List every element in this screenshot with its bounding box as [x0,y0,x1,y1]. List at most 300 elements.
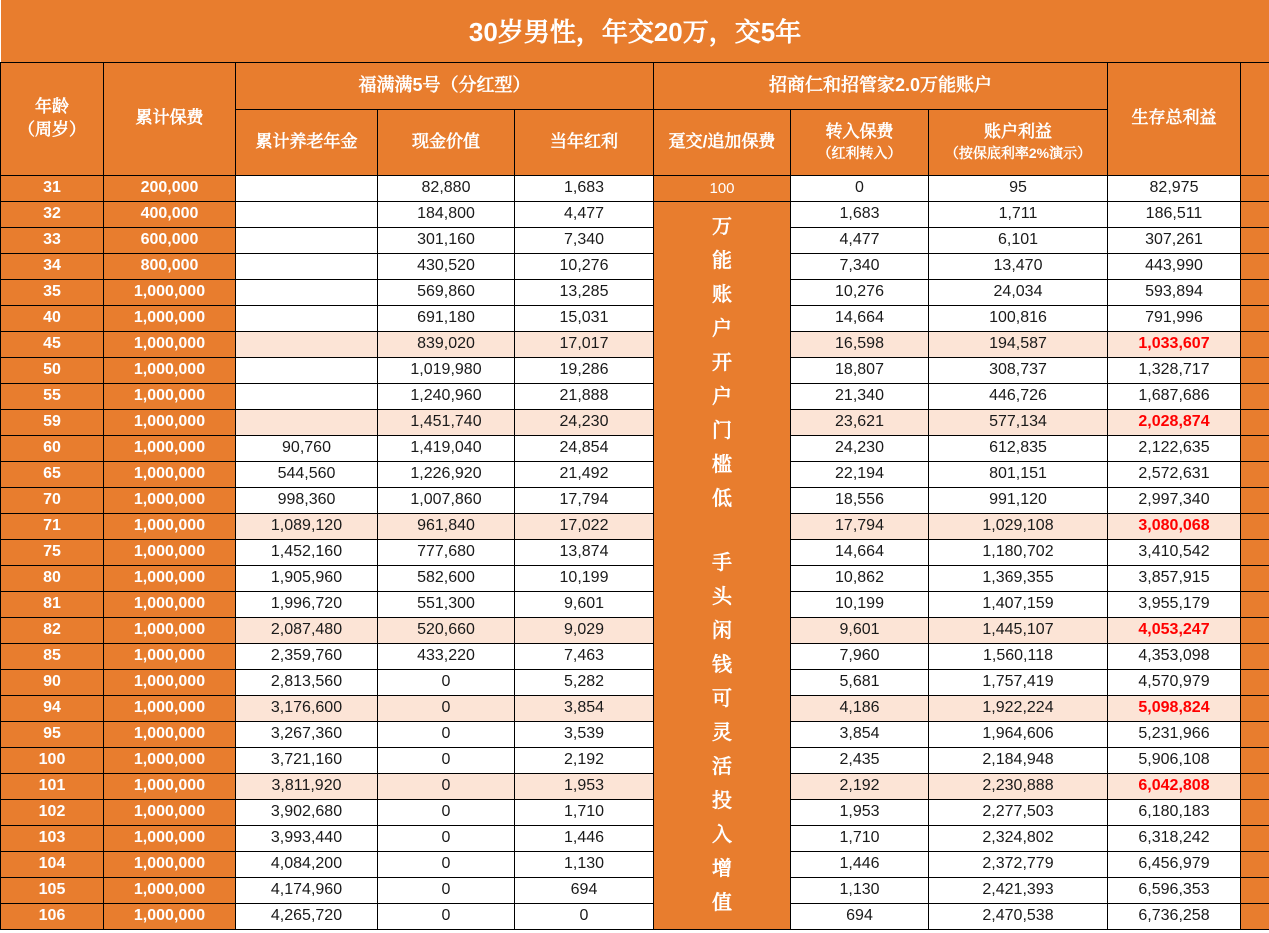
age-cell: 35 [1,279,104,305]
account-benefit-cell: 1,922,224 [929,695,1108,721]
account-benefit-cell: 1,407,159 [929,591,1108,617]
premium-cell: 1,000,000 [104,825,236,851]
total-benefit-cell: 5,098,824 [1108,695,1241,721]
premium-cell: 600,000 [104,227,236,253]
right-margin-cell [1241,539,1269,565]
premium-cell: 1,000,000 [104,799,236,825]
age-cell: 104 [1,851,104,877]
col-header-age [1,62,104,175]
cash-value-cell: 1,007,860 [378,487,515,513]
table-row [1,903,1269,929]
account-benefit-cell: 1,445,107 [929,617,1108,643]
total-benefit-cell: 1,033,607 [1108,331,1241,357]
dividend-cell: 24,854 [515,435,654,461]
account-benefit-cell: 1,180,702 [929,539,1108,565]
dividend-cell: 15,031 [515,305,654,331]
pension-cell: 3,267,360 [236,721,378,747]
dividend-cell: 7,340 [515,227,654,253]
single-premium-cell: 100 [654,175,791,201]
premium-cell: 1,000,000 [104,903,236,929]
transfer-cell: 21,340 [791,383,929,409]
cash-value-cell: 1,240,960 [378,383,515,409]
col-header-single-premium: 趸交/追加保费 [654,109,791,175]
account-label-line1: 账户利益 [984,122,1052,142]
account-benefit-cell: 1,964,606 [929,721,1108,747]
table-row [1,253,1269,279]
transfer-cell: 4,477 [791,227,929,253]
age-cell: 32 [1,201,104,227]
premium-cell: 1,000,000 [104,539,236,565]
transfer-cell: 23,621 [791,409,929,435]
age-cell: 59 [1,409,104,435]
dividend-cell: 4,477 [515,201,654,227]
pension-cell: 1,996,720 [236,591,378,617]
premium-cell: 1,000,000 [104,409,236,435]
group-header-universal-account: 招商仁和招管家2.0万能账户 [654,62,1108,109]
table-row [1,539,1269,565]
group-header-row [1,62,1269,109]
dividend-cell: 1,710 [515,799,654,825]
pension-cell [236,279,378,305]
transfer-label-line1: 转入保费 [825,122,894,142]
cash-value-cell: 1,419,040 [378,435,515,461]
total-benefit-cell: 307,261 [1108,227,1241,253]
title-row [1,0,1269,62]
cash-value-cell: 839,020 [378,331,515,357]
dividend-cell: 19,286 [515,357,654,383]
transfer-cell: 1,446 [791,851,929,877]
cash-value-cell: 569,860 [378,279,515,305]
pension-cell: 1,452,160 [236,539,378,565]
right-margin-cell [1241,825,1269,851]
dividend-cell: 17,794 [515,487,654,513]
dividend-cell: 7,463 [515,643,654,669]
pension-cell: 3,176,600 [236,695,378,721]
account-benefit-cell: 95 [929,175,1108,201]
table-row [1,877,1269,903]
account-benefit-cell: 24,034 [929,279,1108,305]
right-margin-cell [1241,253,1269,279]
transfer-cell: 3,854 [791,721,929,747]
pension-cell: 2,813,560 [236,669,378,695]
dividend-cell: 9,029 [515,617,654,643]
account-benefit-cell: 194,587 [929,331,1108,357]
dividend-cell: 24,230 [515,409,654,435]
pension-cell: 2,087,480 [236,617,378,643]
dividend-cell: 3,539 [515,721,654,747]
premium-cell: 1,000,000 [104,513,236,539]
pension-cell: 3,721,160 [236,747,378,773]
total-benefit-cell: 3,857,915 [1108,565,1241,591]
pension-cell: 1,089,120 [236,513,378,539]
right-margin-strip [1241,62,1269,175]
age-cell: 82 [1,617,104,643]
transfer-cell: 2,192 [791,773,929,799]
dividend-cell: 1,953 [515,773,654,799]
dividend-cell: 1,446 [515,825,654,851]
premium-cell: 1,000,000 [104,461,236,487]
total-benefit-cell: 2,572,631 [1108,461,1241,487]
dividend-cell: 3,854 [515,695,654,721]
cash-value-cell: 0 [378,773,515,799]
right-margin-cell [1241,279,1269,305]
account-label-line2: （按保底利率2%演示） [944,145,1092,162]
account-benefit-cell: 1,560,118 [929,643,1108,669]
pension-cell: 544,560 [236,461,378,487]
account-benefit-cell: 1,711 [929,201,1108,227]
cash-value-cell: 582,600 [378,565,515,591]
dividend-cell: 694 [515,877,654,903]
note-line1: 万能账户开户门槛低 [712,216,732,510]
note-line2: 手头闲钱可灵活投入增值 [712,552,732,914]
transfer-cell: 10,862 [791,565,929,591]
pension-cell [236,175,378,201]
cash-value-cell: 0 [378,721,515,747]
premium-cell: 1,000,000 [104,487,236,513]
col-header-pension: 累计养老年金 [236,109,378,175]
account-benefit-cell: 2,324,802 [929,825,1108,851]
table-row [1,331,1269,357]
total-benefit-cell: 1,687,686 [1108,383,1241,409]
age-cell: 60 [1,435,104,461]
table-row [1,461,1269,487]
cash-value-cell: 0 [378,825,515,851]
total-benefit-cell: 5,231,966 [1108,721,1241,747]
transfer-cell: 1,683 [791,201,929,227]
account-benefit-cell: 1,029,108 [929,513,1108,539]
transfer-cell: 694 [791,903,929,929]
cash-value-cell: 0 [378,695,515,721]
transfer-cell: 24,230 [791,435,929,461]
age-cell: 55 [1,383,104,409]
transfer-cell: 9,601 [791,617,929,643]
account-benefit-cell: 446,726 [929,383,1108,409]
transfer-cell: 16,598 [791,331,929,357]
cash-value-cell: 0 [378,669,515,695]
right-margin-cell [1241,695,1269,721]
right-margin-cell [1241,851,1269,877]
account-benefit-cell: 1,369,355 [929,565,1108,591]
transfer-cell: 1,130 [791,877,929,903]
table-row [1,305,1269,331]
account-benefit-cell: 2,421,393 [929,877,1108,903]
table-row [1,851,1269,877]
pension-cell [236,409,378,435]
account-benefit-cell: 801,151 [929,461,1108,487]
total-benefit-cell: 2,122,635 [1108,435,1241,461]
transfer-cell: 14,664 [791,539,929,565]
page-title: 30岁男性，年交20万，交5年 [1,0,1269,62]
premium-cell: 1,000,000 [104,773,236,799]
premium-cell: 1,000,000 [104,383,236,409]
age-label-line1: 年龄 [35,96,69,116]
cash-value-cell: 301,160 [378,227,515,253]
total-benefit-cell: 4,053,247 [1108,617,1241,643]
age-cell: 101 [1,773,104,799]
total-benefit-cell: 593,894 [1108,279,1241,305]
pension-cell [236,253,378,279]
total-benefit-cell: 6,318,242 [1108,825,1241,851]
cash-value-cell: 430,520 [378,253,515,279]
table-row [1,747,1269,773]
total-benefit-cell: 3,955,179 [1108,591,1241,617]
pension-cell: 3,902,680 [236,799,378,825]
table-row [1,721,1269,747]
transfer-cell: 2,435 [791,747,929,773]
account-benefit-cell: 991,120 [929,487,1108,513]
total-benefit-cell: 6,596,353 [1108,877,1241,903]
pension-cell: 3,993,440 [236,825,378,851]
col-header-cash-value: 现金价值 [378,109,515,175]
cash-value-cell: 0 [378,903,515,929]
pension-cell: 4,084,200 [236,851,378,877]
cash-value-cell: 433,220 [378,643,515,669]
transfer-label-line2: （红利转入） [817,145,902,162]
right-margin-cell [1241,383,1269,409]
age-cell: 100 [1,747,104,773]
age-cell: 81 [1,591,104,617]
cash-value-cell: 551,300 [378,591,515,617]
pension-cell: 1,905,960 [236,565,378,591]
table-row [1,175,1269,201]
premium-cell: 1,000,000 [104,877,236,903]
right-margin-cell [1241,435,1269,461]
transfer-cell: 1,953 [791,799,929,825]
cash-value-cell: 691,180 [378,305,515,331]
right-margin-cell [1241,461,1269,487]
transfer-cell: 0 [791,175,929,201]
table-row [1,669,1269,695]
total-benefit-cell: 791,996 [1108,305,1241,331]
premium-cell: 1,000,000 [104,591,236,617]
account-benefit-cell: 1,757,419 [929,669,1108,695]
table-row [1,617,1269,643]
pension-cell: 998,360 [236,487,378,513]
age-cell: 80 [1,565,104,591]
dividend-cell: 0 [515,903,654,929]
total-benefit-cell: 6,180,183 [1108,799,1241,825]
total-benefit-cell: 1,328,717 [1108,357,1241,383]
cash-value-cell: 520,660 [378,617,515,643]
table-row [1,383,1269,409]
right-margin-cell [1241,409,1269,435]
group-header-dividend-product: 福满满5号（分红型） [236,62,654,109]
dividend-cell: 1,130 [515,851,654,877]
premium-cell: 1,000,000 [104,357,236,383]
transfer-cell: 14,664 [791,305,929,331]
cash-value-cell: 82,880 [378,175,515,201]
dividend-cell: 10,199 [515,565,654,591]
col-header-annual-dividend: 当年红利 [515,109,654,175]
transfer-cell: 22,194 [791,461,929,487]
total-benefit-cell: 6,736,258 [1108,903,1241,929]
right-margin-cell [1241,331,1269,357]
table-row [1,799,1269,825]
account-benefit-cell: 2,277,503 [929,799,1108,825]
dividend-cell: 17,022 [515,513,654,539]
account-benefit-cell: 100,816 [929,305,1108,331]
table-row [1,695,1269,721]
premium-cell: 1,000,000 [104,617,236,643]
pension-cell: 3,811,920 [236,773,378,799]
cash-value-cell: 184,800 [378,201,515,227]
account-benefit-cell: 2,184,948 [929,747,1108,773]
right-margin-cell [1241,305,1269,331]
premium-cell: 1,000,000 [104,279,236,305]
age-cell: 34 [1,253,104,279]
pension-cell [236,305,378,331]
table-row [1,227,1269,253]
cash-value-cell: 1,019,980 [378,357,515,383]
cash-value-cell: 0 [378,799,515,825]
dividend-cell: 2,192 [515,747,654,773]
right-margin-cell [1241,877,1269,903]
table-row [1,643,1269,669]
col-header-transfer [791,109,929,175]
table-row [1,201,1269,227]
age-cell: 85 [1,643,104,669]
pension-cell: 90,760 [236,435,378,461]
right-margin-cell [1241,487,1269,513]
pension-cell: 4,265,720 [236,903,378,929]
right-margin-cell [1241,721,1269,747]
transfer-cell: 10,199 [791,591,929,617]
account-benefit-cell: 612,835 [929,435,1108,461]
premium-cell: 1,000,000 [104,643,236,669]
right-margin-cell [1241,201,1269,227]
total-benefit-cell: 2,997,340 [1108,487,1241,513]
transfer-cell: 7,960 [791,643,929,669]
premium-cell: 800,000 [104,253,236,279]
age-cell: 75 [1,539,104,565]
age-cell: 65 [1,461,104,487]
dividend-cell: 9,601 [515,591,654,617]
right-margin-cell [1241,669,1269,695]
table-row [1,279,1269,305]
right-margin-cell [1241,773,1269,799]
pension-cell [236,383,378,409]
right-margin-cell [1241,617,1269,643]
table-row [1,565,1269,591]
cash-value-cell: 961,840 [378,513,515,539]
total-benefit-cell: 6,042,808 [1108,773,1241,799]
transfer-cell: 7,340 [791,253,929,279]
account-benefit-cell: 6,101 [929,227,1108,253]
premium-cell: 1,000,000 [104,331,236,357]
cash-value-cell: 777,680 [378,539,515,565]
premium-cell: 1,000,000 [104,721,236,747]
total-benefit-cell: 186,511 [1108,201,1241,227]
dividend-cell: 5,282 [515,669,654,695]
premium-cell: 1,000,000 [104,565,236,591]
premium-cell: 1,000,000 [104,435,236,461]
transfer-cell: 18,807 [791,357,929,383]
col-header-total-benefit: 生存总利益 [1108,62,1241,175]
transfer-cell: 17,794 [791,513,929,539]
right-margin-cell [1241,903,1269,929]
account-benefit-cell: 308,737 [929,357,1108,383]
age-cell: 40 [1,305,104,331]
col-header-premium: 累计保费 [104,62,236,175]
dividend-cell: 17,017 [515,331,654,357]
age-cell: 70 [1,487,104,513]
total-benefit-cell: 82,975 [1108,175,1241,201]
table-row [1,435,1269,461]
age-cell: 105 [1,877,104,903]
total-benefit-cell: 443,990 [1108,253,1241,279]
cash-value-cell: 1,226,920 [378,461,515,487]
age-cell: 50 [1,357,104,383]
age-cell: 94 [1,695,104,721]
account-benefit-cell: 2,230,888 [929,773,1108,799]
age-cell: 90 [1,669,104,695]
dividend-cell: 1,683 [515,175,654,201]
total-benefit-cell: 5,906,108 [1108,747,1241,773]
right-margin-cell [1241,643,1269,669]
premium-cell: 1,000,000 [104,695,236,721]
pension-cell [236,357,378,383]
premium-cell: 1,000,000 [104,305,236,331]
total-benefit-cell: 4,570,979 [1108,669,1241,695]
total-benefit-cell: 6,456,979 [1108,851,1241,877]
pension-cell [236,331,378,357]
premium-cell: 1,000,000 [104,747,236,773]
age-cell: 31 [1,175,104,201]
dividend-cell: 21,888 [515,383,654,409]
pension-cell [236,227,378,253]
account-benefit-cell: 577,134 [929,409,1108,435]
age-cell: 103 [1,825,104,851]
dividend-cell: 21,492 [515,461,654,487]
age-cell: 33 [1,227,104,253]
col-header-account-benefit [929,109,1108,175]
transfer-cell: 5,681 [791,669,929,695]
premium-cell: 1,000,000 [104,851,236,877]
table-row [1,825,1269,851]
premium-cell: 1,000,000 [104,669,236,695]
total-benefit-cell: 4,353,098 [1108,643,1241,669]
dividend-cell: 10,276 [515,253,654,279]
pension-cell: 4,174,960 [236,877,378,903]
pension-cell [236,201,378,227]
cash-value-cell: 1,451,740 [378,409,515,435]
right-margin-cell [1241,591,1269,617]
table-row [1,409,1269,435]
table-row [1,773,1269,799]
right-margin-cell [1241,175,1269,201]
age-cell: 95 [1,721,104,747]
dividend-cell: 13,285 [515,279,654,305]
universal-account-note [654,201,791,929]
transfer-cell: 1,710 [791,825,929,851]
account-benefit-cell: 13,470 [929,253,1108,279]
total-benefit-cell: 3,410,542 [1108,539,1241,565]
age-cell: 45 [1,331,104,357]
cash-value-cell: 0 [378,877,515,903]
premium-cell: 200,000 [104,175,236,201]
right-margin-cell [1241,513,1269,539]
age-cell: 106 [1,903,104,929]
age-label-line2: （周岁） [18,119,86,139]
right-margin-cell [1241,747,1269,773]
transfer-cell: 10,276 [791,279,929,305]
cash-value-cell: 0 [378,851,515,877]
table-row [1,357,1269,383]
table-row [1,513,1269,539]
table-row [1,487,1269,513]
table-row [1,591,1269,617]
account-benefit-cell: 2,470,538 [929,903,1108,929]
